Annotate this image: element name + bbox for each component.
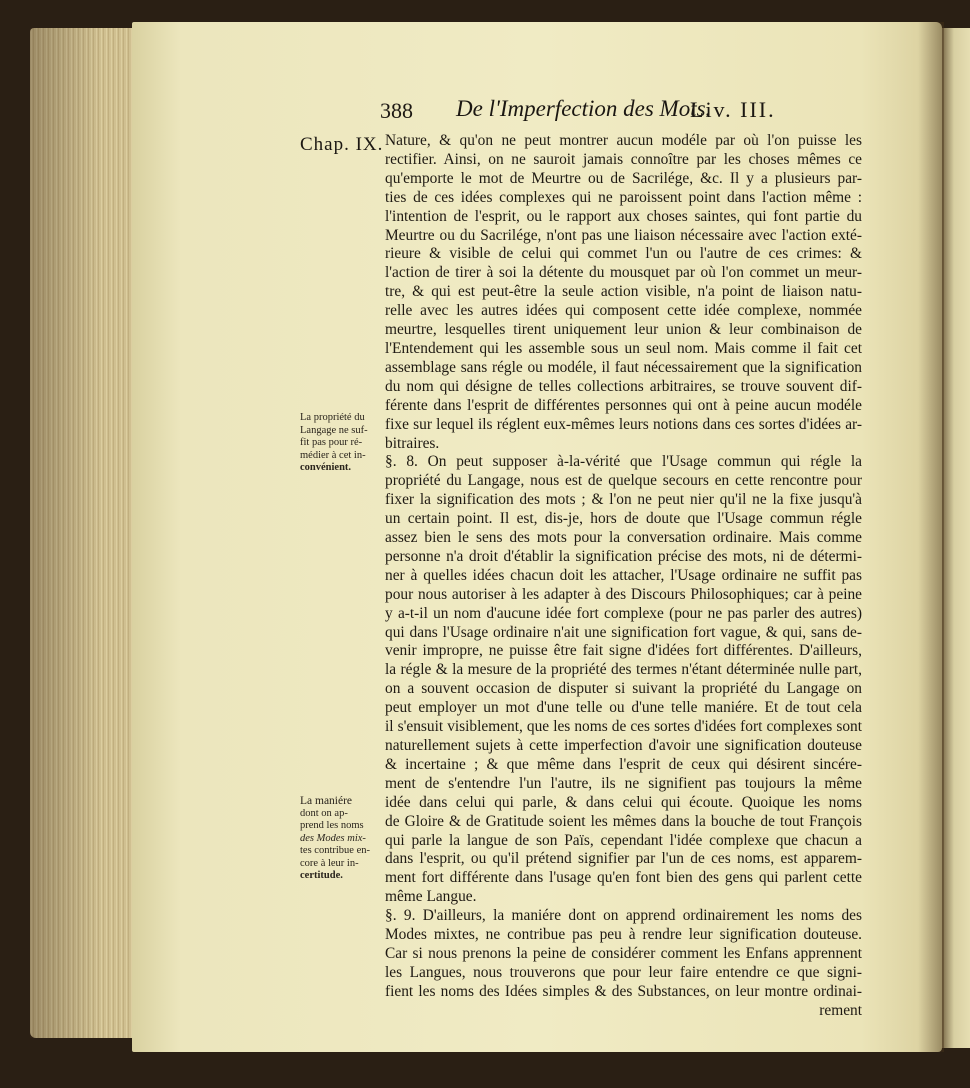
side-note-9	[300, 795, 382, 883]
text-line: dans l'esprit, ou qu'il prétend signifier par l'un de ces noms, est apparem-	[385, 850, 862, 868]
gutter-shadow	[918, 22, 944, 1052]
side-note-line: Langage ne suf-	[300, 424, 368, 436]
text-line: il s'ensuit visiblement, que les noms de ces sortes d'idées fort complexes sont	[385, 718, 862, 736]
text-line: qui parle la langue de son Païs, cependant l'idée complexe que chacun a	[385, 831, 862, 849]
text-line: Nature, & qu'on ne peut montrer aucun modéle par où l'on puisse les	[385, 132, 862, 149]
text-line: fient les noms des Idées simples & des Substances, on leur montre ordinai-	[385, 982, 862, 1000]
running-title: De l'Imperfection des Mots.	[456, 96, 712, 121]
text-line: pour nous autoriser à les adapter à des Discours Philosophiques; car à peine	[385, 585, 862, 603]
text-line: les Langues, nous trouverons que pour leur faire entendre ce que signi-	[385, 963, 862, 981]
text-line: assez bien le sens des mots pour la conversation ordinaire. Mais comme	[385, 529, 862, 547]
text-line: venir impropre, ne puisse être fait signe d'idées fort différentes. D'ailleurs,	[385, 642, 862, 660]
text-line: propriété du Langage, nous est de quelque secours en cette rencontre pour	[385, 472, 862, 490]
text-line: l'action de tirer à soi la détente du mousquet par où l'on commet un meur-	[385, 264, 862, 282]
page-number: 388	[380, 98, 413, 123]
side-note-line: La propriété du	[300, 412, 365, 423]
text-line: & incertaine ; & que même dans l'esprit de ceux qui désirent sincére-	[385, 755, 862, 773]
text-line: Modes mixtes, ne contribue pas peu à rendre leur signification douteuse.	[385, 926, 862, 944]
text-line: relle avec les autres idées qui composent cette idée complexe, nommée	[385, 302, 862, 320]
text-line: rieure & visible de celui qui commet l'un ou l'autre de ces crimes: &	[385, 245, 862, 263]
chapter-label: Chap. IX.	[300, 134, 384, 155]
text-line: ment fort différente dans l'usage qu'en font bien des gens qui parlent cette	[385, 869, 862, 887]
text-line: du nom qui désigne de telles collections arbitraires, se trouve souvent dif-	[385, 377, 862, 395]
text-line: qu'emporte le mot de Meurtre ou de Sacrilége, &c. Il y a plusieurs par-	[385, 169, 862, 187]
text-line: idée dans celui qui parle, & dans celui qui écoute. Quoique les noms	[385, 793, 862, 811]
text-line: fixe sur lequel ils réglent eux-mêmes leurs notions dans ces sortes d'idées ar-	[385, 415, 862, 433]
text-line: ties de ces idées complexes qui ne paroissent point dans l'action même :	[385, 188, 862, 206]
side-note-line: tes contribue en-	[300, 845, 370, 856]
text-line: rectifier. Ainsi, on ne sauroit jamais connoître par les choses mêmes ce	[385, 150, 862, 168]
text-line: y a-t-il un nom d'aucune idée fort complexe (pour ne pas parler des autres)	[385, 604, 862, 622]
text-line: un certain point. Il est, dis-je, hors de doute que l'Usage commun régle	[385, 510, 862, 528]
text-line: ner à quelles idées chacun doit les attacher, l'Usage ordinaire ne suffit pas	[385, 566, 862, 584]
side-note-8	[300, 412, 382, 475]
catchword: rement	[819, 1001, 862, 1019]
running-header	[380, 96, 776, 126]
text-line: ment de s'entendre l'un l'autre, ils ne signifient pas toujours la même	[385, 774, 862, 792]
text-line: naturellement sujets à cette imperfection d'avoir une signification douteuse	[385, 737, 862, 754]
text-line: Meurtre ou du Sacrilége, n'ont pas une liaison nécessaire avec l'action exté-	[385, 226, 862, 244]
text-line: même Langue.	[385, 888, 477, 906]
body-text	[385, 132, 862, 1021]
book-label: Liv. III.	[690, 97, 776, 122]
text-line: §. 9. D'ailleurs, la maniére dont on apprend ordinairement les noms des	[385, 907, 862, 925]
text-line: la régle & la mesure de la propriété des termes n'étant déterminée nulle part,	[385, 661, 862, 679]
text-line: on a souvent occasion de disputer si suivant la propriété du Langage on	[385, 680, 862, 698]
text-line: meurtre, lesquelles tirent uniquement leur union & leur combinaison de	[385, 321, 862, 339]
side-note-line: certitude.	[300, 870, 343, 881]
side-note-line: dont on ap-	[300, 807, 348, 819]
text-line: l'intention de l'esprit, ou le rapport aux choses saintes, qui font partie du	[385, 207, 862, 225]
text-line: §. 8. On peut supposer à-la-vérité que l'Usage commun qui régle la	[385, 453, 862, 471]
text-line: assemblage sans régle ou modéle, il faut nécessairement que la signification	[385, 358, 862, 376]
text-line: personne n'a droit d'établir la signification précise des mots, ni de détermi-	[385, 547, 862, 565]
text-line: fixer la signification des mots ; & l'on ne peut nier qu'il ne la fixe jusqu'à	[385, 491, 862, 509]
side-note-line: prend les noms	[300, 820, 364, 831]
text-line: de Gloire & de Gratitude soient les mêmes dans la bouche de tout François	[385, 812, 862, 830]
text-line: qui dans l'Usage ordinaire n'ait une signification fort vague, & qui, sans de-	[385, 623, 862, 641]
side-note-line: des Modes mix-	[300, 832, 366, 844]
text-line: bitraires.	[385, 434, 440, 452]
text-line: Car si nous prenons la peine de considérer comment les Enfans apprennent	[385, 944, 862, 962]
text-line: l'Entendement qui les assemble sous un seul nom. Mais comme il fait cet	[385, 339, 862, 357]
bleed-through	[292, 195, 362, 206]
side-note-line: convénient.	[300, 462, 352, 473]
side-note-line: core à leur in-	[300, 857, 359, 869]
text-line: peut employer un mot d'une telle ou d'une telle maniére. Et de tout cela	[385, 699, 862, 717]
side-note-line: médier à cet in-	[300, 449, 366, 461]
side-note-line: La maniére	[300, 795, 353, 807]
text-line: tre, & qui est peut-être la seule action visible, n'a point de liaison natu-	[385, 283, 862, 301]
side-note-line: fit pas pour ré-	[300, 437, 363, 448]
facing-page-edge	[942, 28, 970, 1048]
text-line: férente dans l'esprit de différentes personnes qui ont à peine aucun modéle	[385, 396, 862, 414]
